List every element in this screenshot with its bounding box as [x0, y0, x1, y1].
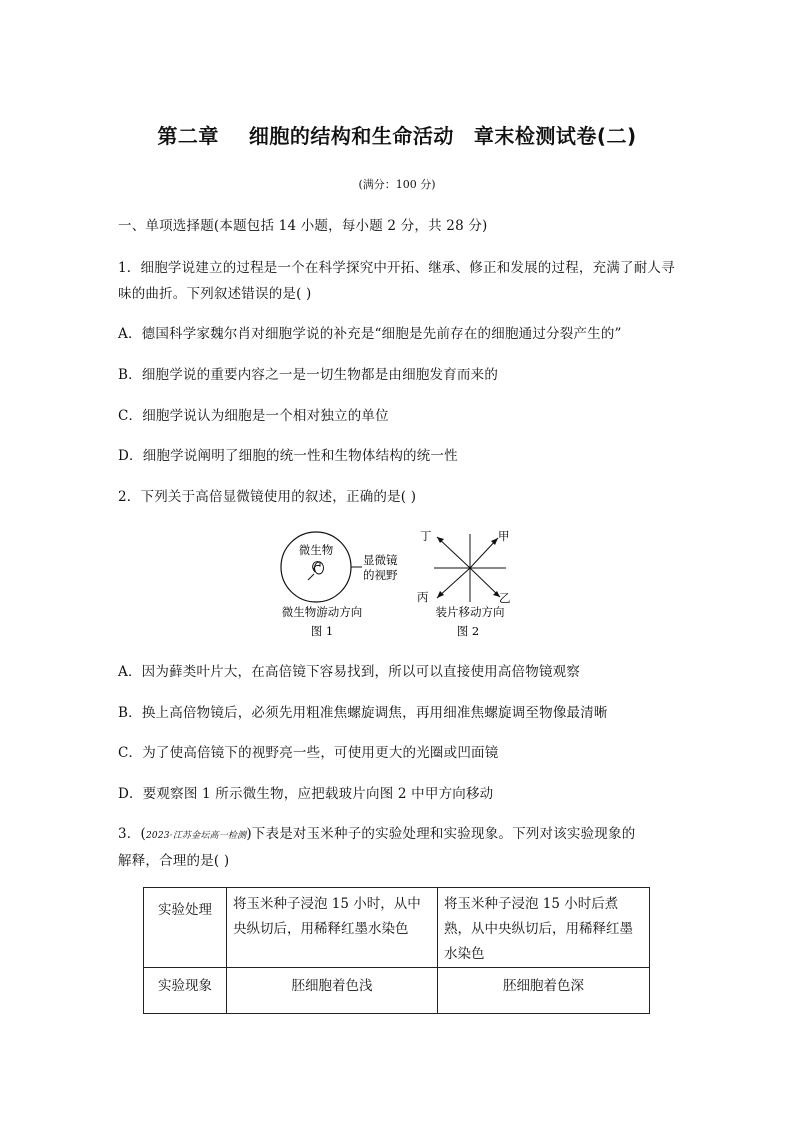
arrow-yi-icon	[470, 568, 500, 597]
row2-head: 实验现象	[144, 968, 227, 1014]
q1-option-b: B．细胞学说的重要内容之一是一切生物都是由细胞发育而来的	[118, 367, 499, 383]
label-bing: 丙	[417, 590, 429, 604]
q1-option-c: C．细胞学说认为细胞是一个相对独立的单位	[118, 408, 389, 424]
score-note: (满分：100 分)	[358, 178, 436, 191]
row2-cell-a: 胚细胞着色浅	[227, 968, 438, 1014]
table-row	[144, 968, 650, 1014]
q2-option-b: B．换上高倍物镜后，必须先用粗准焦螺旋调焦，再用细准焦螺旋调至物像最清晰	[118, 705, 608, 721]
field-label-1: 显微镜	[363, 553, 398, 567]
title-test: 章末检测试卷(二)	[473, 124, 637, 148]
q2-option-d: D．要观察图 1 所示微生物，应把载玻片向图 2 中甲方向移动	[118, 786, 494, 802]
table-row	[144, 888, 650, 968]
q2-figures	[270, 522, 530, 644]
q3-stem-rest: )下表是对玉米种子的实验处理和实验现象。下列对该实验现象的	[246, 826, 636, 842]
figure-1	[281, 532, 398, 638]
organism-label: 微生物	[298, 543, 334, 557]
row2-cell-b: 胚细胞着色深	[438, 968, 650, 1014]
q1-stem-line2: 味的曲折。下列叙述错误的是( )	[118, 286, 312, 302]
figure2-caption-text: 装片移动方向	[435, 605, 505, 619]
q1-option-a: A．德国科学家魏尔肖对细胞学说的补充是“细胞是先前存在的细胞通过分裂产生的”	[118, 326, 622, 342]
figure1-caption-text: 微生物游动方向	[281, 605, 363, 619]
q2-option-a: A．因为藓类叶片大，在高倍镜下容易找到，所以可以直接使用高倍物镜观察	[118, 664, 581, 680]
section-heading: 一、单项选择题(本题包括 14 小题，每小题 2 分，共 28 分)	[118, 218, 488, 234]
title-topic: 细胞的结构和生命活动	[248, 124, 454, 148]
q1-option-d: D．细胞学说阐明了细胞的统一性和生物体结构的统一性	[118, 448, 458, 464]
field-label-2: 的视野	[363, 568, 398, 582]
label-jia: 甲	[498, 529, 510, 543]
q2-option-c: C．为了使高倍镜下的视野亮一些，可使用更大的光圈或凹面镜	[118, 745, 499, 761]
q1-stem-line1: 1．细胞学说建立的过程是一个在科学探究中开拓、继承、修正和发展的过程，充满了耐人寻	[118, 260, 675, 276]
microorganism-icon	[308, 562, 324, 580]
title-chapter: 第二章	[157, 124, 219, 148]
q3-stem-line1	[118, 822, 635, 842]
q3-table	[143, 887, 650, 1014]
q3-source: 2023·江苏金坛高一检测	[145, 831, 247, 841]
figure1-caption: 图 1	[310, 624, 334, 638]
arrow-bing-icon	[437, 568, 470, 598]
q3-stem-line2: 解释，合理的是( )	[118, 853, 230, 869]
arrow-ding-icon	[437, 537, 470, 568]
row1-cell-a: 将玉米种子浸泡 15 小时，从中央纵切后，用稀释红墨水染色	[227, 888, 438, 968]
row1-cell-b: 将玉米种子浸泡 15 小时后煮熟，从中央纵切后，用稀释红墨水染色	[438, 888, 650, 968]
row1-head: 实验处理	[144, 888, 227, 968]
label-yi: 乙	[499, 591, 511, 605]
page-title	[0, 120, 794, 149]
figure-2	[417, 529, 511, 638]
q2-stem: 2．下列关于高倍显微镜使用的叙述，正确的是( )	[118, 489, 417, 505]
figure2-caption: 图 2	[456, 624, 480, 638]
q3-number: 3．(	[118, 826, 146, 842]
label-ding: 丁	[420, 529, 432, 543]
arrow-jia-icon	[470, 538, 498, 568]
